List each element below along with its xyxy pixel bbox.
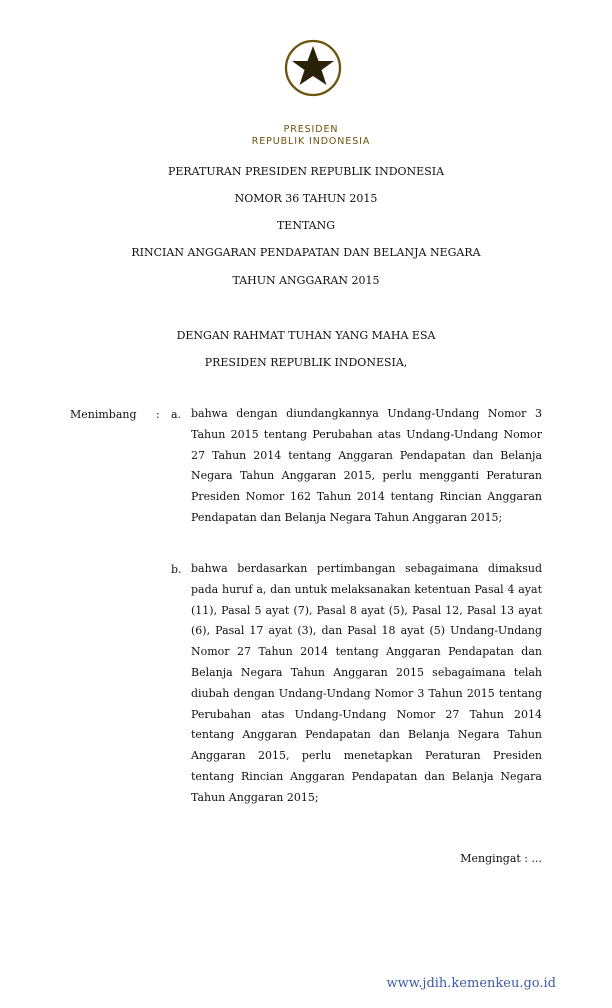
preamble-line2: PRESIDEN REPUBLIK INDONESIA, [204,356,408,369]
emblem-label-presiden: PRESIDEN [283,124,339,135]
continuation-note: Mengingat : ... [460,852,542,865]
jdih-link[interactable]: www.jdih.kemenkeu.go.id [386,976,556,991]
doc-title-line1: PERATURAN PRESIDEN REPUBLIK INDONESIA [167,165,445,178]
menimbang-label: Menimbang : [70,408,160,421]
doc-title-line2: NOMOR 36 TAHUN 2015 [234,192,378,205]
doc-title-line5: TAHUN ANGGARAN 2015 [232,274,380,287]
doc-title-line4: RINCIAN ANGGARAN PENDAPATAN DAN BELANJA NEGARA [131,246,481,259]
menimbang-colon: : [156,408,160,421]
item-b-text: bahwa berdasarkan pertimbangan sebagaimana dimaksud pada huruf a, dan untuk melaksanakan ketentuan Pasal 4 ayat (11), Pasal 5 ayat (7), Pasal 8 ayat (5), Pasal 12, Pasal 13 ayat (6), Pasal 17 ayat (3), dan Pasal 18 ayat (5) Undang-Undang Nomor 27 Tahun 2014 tentang Anggaran Pendapatan dan Belanja Negara Tahun Anggaran 2015 sebagaimana telah diubah dengan Undang-Undang Nomor 3 Tahun 2015 tentang Perubahan atas Undang-Undang Nomor 27 Tahun 2014 tentang Anggaran Pendapatan dan Belanja Negara Tahun Anggaran 2015, perlu menetapkan Peraturan Presiden tentang Rincian Anggaran Pendapatan dan Belanja Negara Tahun Anggaran 2015; [191,562,542,804]
garuda-star-emblem-icon [272,28,354,112]
item-a-text: bahwa dengan diundangkannya Undang-Undang Nomor 3 Tahun 2015 tentang Perubahan atas Undang-Undang Nomor 27 Tahun 2014 tentang Anggaran Pendapatan dan Belanja Negara Tahun Anggaran 2015, perlu mengganti Peraturan Presiden Nomor 162 Tahun 2014 tentang Rincian Anggaran Pendapatan dan Belanja Negara Tahun Anggaran 2015; [191,407,542,524]
emblem-label-republik: REPUBLIK INDONESIA [251,136,371,147]
item-b-letter: b. [171,563,182,576]
item-a-letter: a. [171,408,182,421]
preamble-line1: DENGAN RAHMAT TUHAN YANG MAHA ESA [176,329,436,342]
doc-title-line3: TENTANG [276,219,336,232]
